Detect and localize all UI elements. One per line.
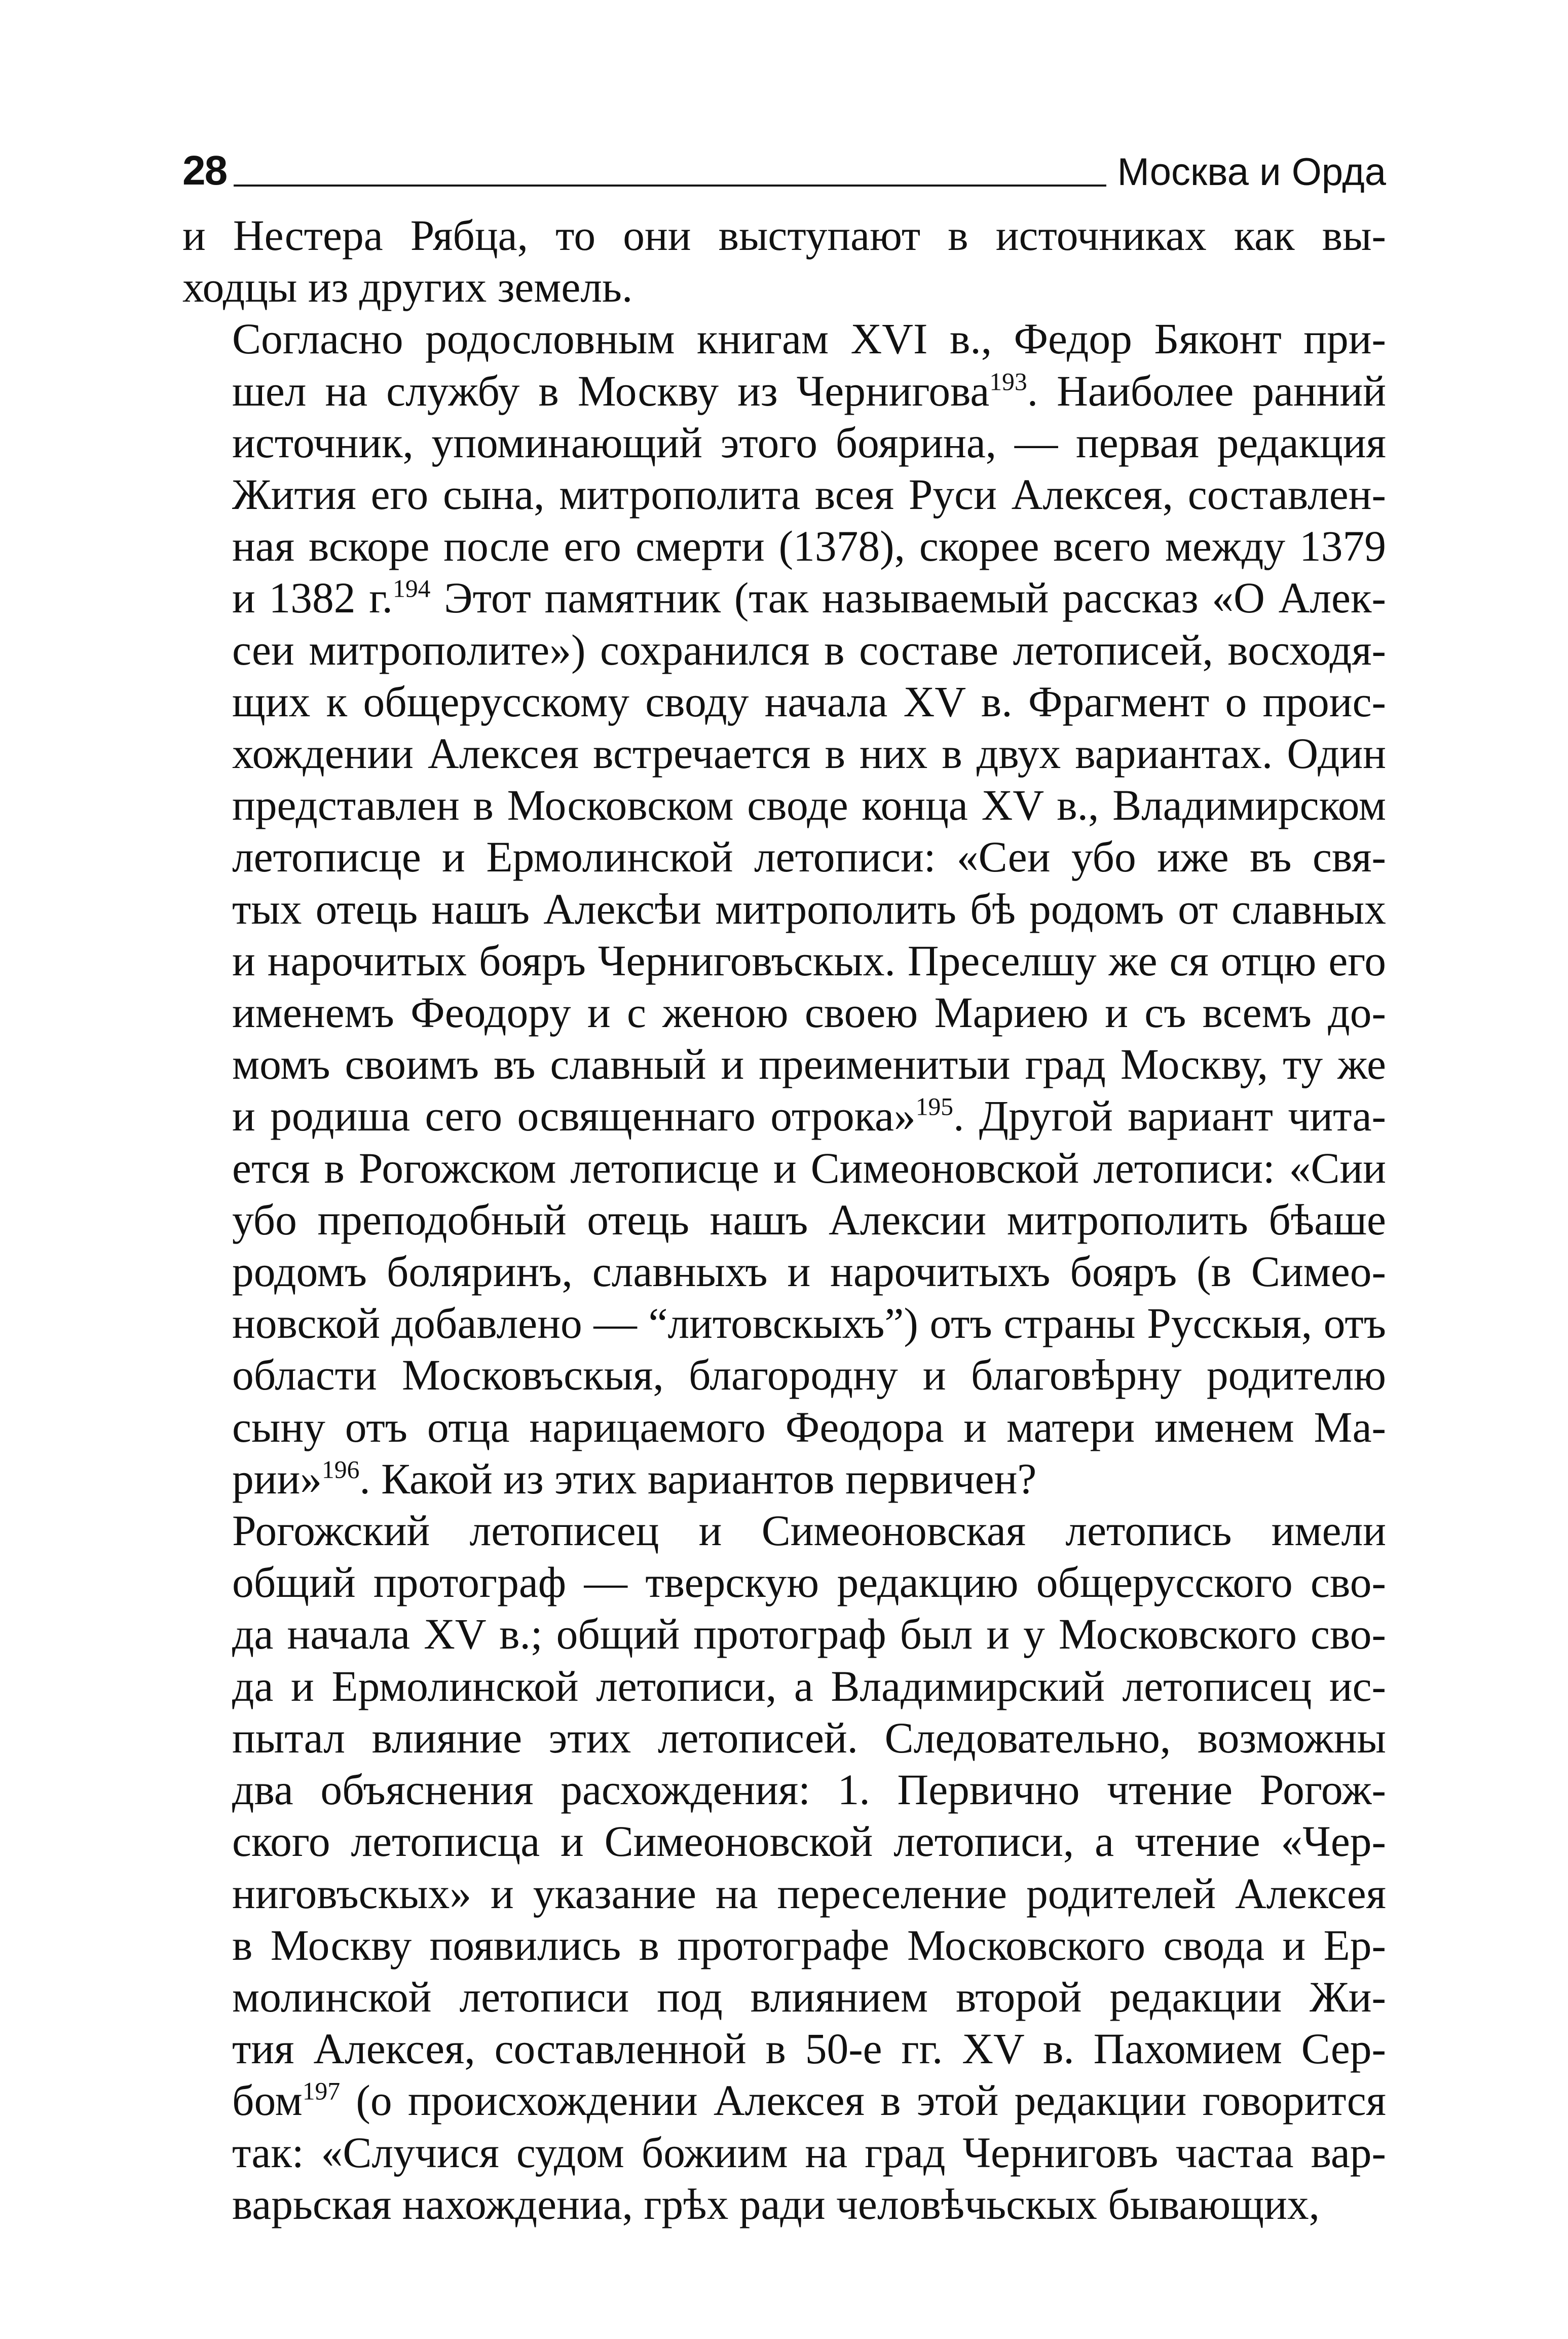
text-line: представлен в Московском своде конца XV в., Владимирском	[232, 782, 1386, 830]
text-line: два объяснения расхождения: 1. Первично чтение Рогож-	[232, 1766, 1386, 1814]
text-line: рии»$^{196}$. Какой из этих вариантов первичен?	[232, 1455, 1037, 1503]
text-line: ниговъскых» и указание на переселение родителей Алексея	[232, 1870, 1386, 1918]
text-line: ется в Рогожском летописце и Симеоновской летописи: «Сии	[232, 1144, 1386, 1192]
page-number: 28	[182, 148, 227, 194]
paragraph	[182, 313, 1386, 1505]
text-line: шел на службу в Москву из Чернигова$^{193}$. Наиболее ранний	[232, 367, 1386, 415]
header-rule	[234, 185, 1106, 187]
text-line: и родиша сего освященнаго отрока»$^{195}$. Другой вариант чита-	[232, 1092, 1386, 1141]
footnote-ref: 195	[915, 1092, 954, 1121]
text-line: убо преподобный отець нашъ Алексии митрополить бѣаше	[232, 1196, 1386, 1244]
text-line: тых отець нашъ Алексѣи митрополить бѣ родомъ от славных	[232, 885, 1386, 933]
page-header	[182, 136, 1386, 192]
text-line: и нарочитых бояръ Черниговъскых. Преселшу же ся отцю его	[232, 937, 1386, 985]
text-line: ходцы из других земель.	[182, 264, 633, 312]
text-line: да и Ермолинской летописи, а Владимирский летописец ис-	[232, 1662, 1386, 1710]
footnote-ref: 197	[302, 2077, 341, 2105]
text-line: и Нестера Рябца, то они выступают в источниках как вы-	[182, 212, 1386, 260]
text-line: да начала XV в.; общий протограф был и у Московского сво-	[232, 1611, 1386, 1659]
text-line: новской добавлено — “литовскыхъ”) отъ страны Русскыя, отъ	[232, 1300, 1386, 1348]
text-line: ная вскоре после его смерти (1378), скорее всего между 1379	[232, 523, 1386, 571]
text-line: момъ своимъ въ славный и преименитыи град Москву, ту же	[232, 1041, 1386, 1089]
text-line: именемъ Феодору и с женою своею Мариею и съ всемъ до-	[232, 989, 1386, 1037]
text-line: ского летописца и Симеоновской летописи, а чтение «Чер-	[232, 1818, 1386, 1866]
paragraph	[182, 210, 1386, 313]
text-line: щих к общерусскому своду начала XV в. Фрагмент о проис-	[232, 678, 1386, 726]
footnote-ref: 196	[322, 1455, 360, 1484]
text-line: тия Алексея, составленной в 50-е гг. XV в. Пахомием Сер-	[232, 2025, 1386, 2073]
text-line: пытал влияние этих летописей. Следовательно, возможны	[232, 1714, 1386, 1762]
text-line: сыну отъ отца нарицаемого Феодора и матери именем Ма-	[232, 1403, 1386, 1451]
text-line: варьская нахождениа, грѣх ради человѣчьскых бывающих,	[232, 2180, 1320, 2228]
text-line: Рогожский летописец и Симеоновская летопись имели	[232, 1507, 1386, 1555]
paragraph	[182, 1505, 1386, 2231]
text-line: источник, упоминающий этого боярина, — первая редакция	[232, 419, 1386, 467]
text-line: Жития его сына, митрополита всея Руси Алексея, составлен-	[232, 471, 1386, 519]
text-line: хождении Алексея встречается в них в двух вариантах. Один	[232, 730, 1386, 778]
text-line: и 1382 г.$^{194}$ Этот памятник (так называемый рассказ «О Алек-	[232, 574, 1386, 623]
text-line: летописце и Ермолинской летописи: «Сеи убо иже въ свя-	[232, 833, 1386, 882]
text-line: родомъ боляринъ, славныхъ и нарочитыхъ бояръ (в Симео-	[232, 1248, 1386, 1296]
footnote-ref: 193	[989, 367, 1027, 395]
text-line: бом$^{197}$ (о происхождении Алексея в этой редакции говорится	[232, 2077, 1386, 2125]
text-line: молинской летописи под влиянием второй редакции Жи-	[232, 1973, 1386, 2021]
text-line: области Московъскыя, благородну и благовѣрну родителю	[232, 1351, 1386, 1400]
body-text	[182, 210, 1386, 2231]
footnote-ref: 194	[393, 574, 431, 603]
text-line: сеи митрополите») сохранился в составе летописей, восходя-	[232, 626, 1386, 674]
text-line: общий протограф — тверскую редакцию общерусского сво-	[232, 1559, 1386, 1607]
text-line: Согласно родословным книгам XVI в., Федор Бяконт при-	[232, 315, 1386, 363]
text-line: в Москву появились в протографе Московского свода и Ер-	[232, 1921, 1386, 1969]
text-line: так: «Случися судом божиим на град Черниговъ частаа вар-	[232, 2129, 1386, 2177]
running-title: Москва и Орда	[1117, 151, 1386, 194]
